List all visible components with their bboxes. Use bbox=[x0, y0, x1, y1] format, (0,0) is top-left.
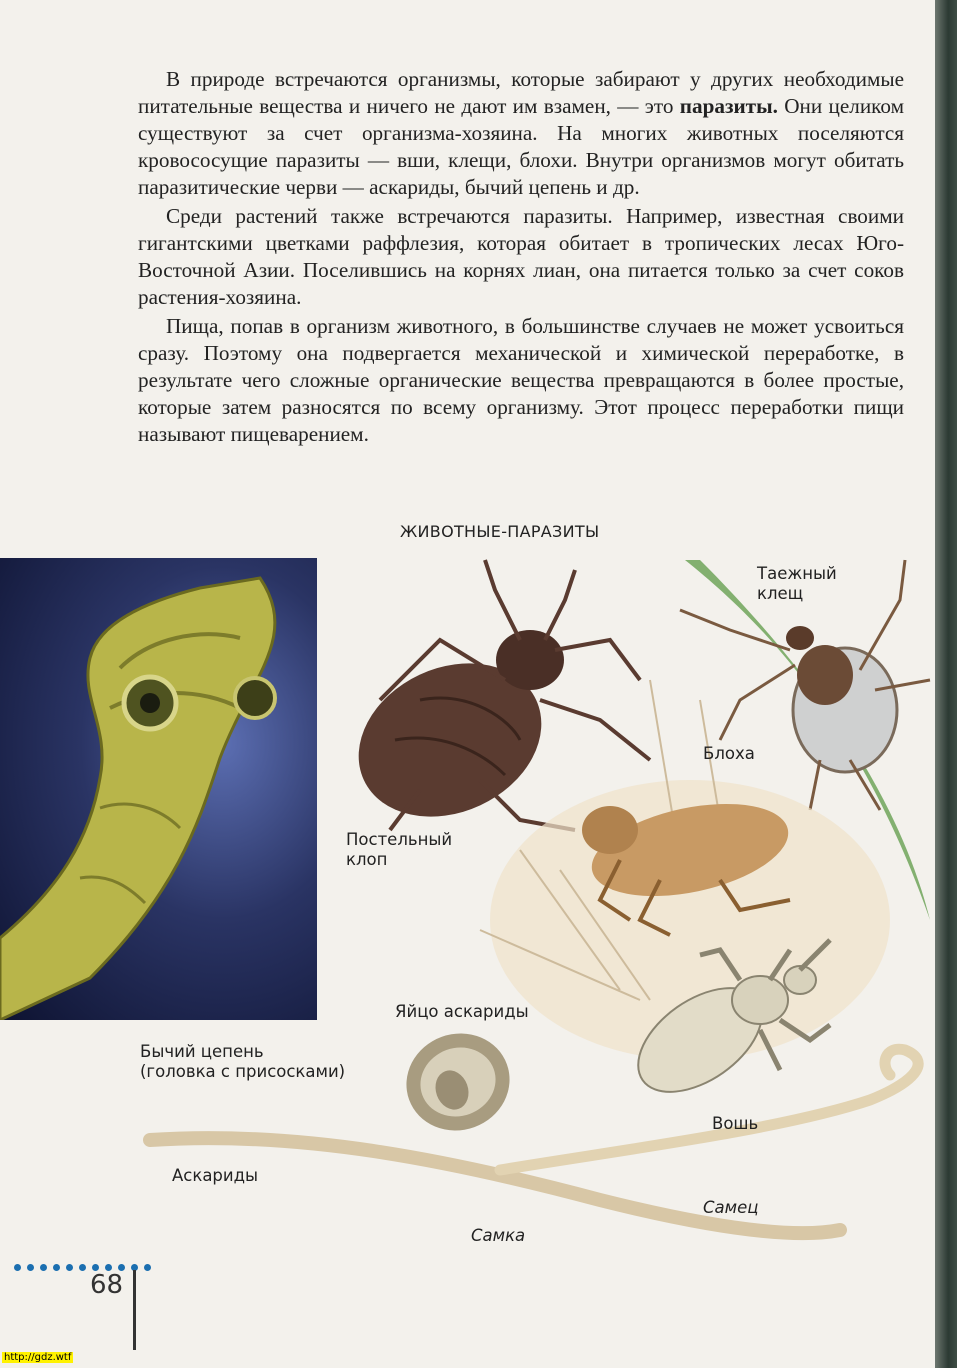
figure-title: ЖИВОТНЫЕ-ПАРАЗИТЫ bbox=[400, 522, 600, 541]
label-male: Самец bbox=[703, 1198, 759, 1217]
watermark-link[interactable]: http://gdz.wtf bbox=[4, 1352, 72, 1363]
paragraph-digestion: Пища, попав в организм животного, в большинстве случаев не может усвоиться сразу. Поэтому она подвергается механической и химической переработке, в результате чего сложные органические вещества превращаются в более простые, которые затем разносятся по всему организму. Этот процесс переработки пищи называют пищеварением. bbox=[138, 314, 904, 446]
label-tick: Таежный клещ bbox=[757, 564, 837, 603]
term-parasites: паразиты. bbox=[679, 94, 778, 118]
label-louse: Вошь bbox=[712, 1114, 759, 1133]
paragraph-1-start: В природе встречаются организмы, которые забирают у других необходимые питательные вещества и ничего не дают им взамен, — это bbox=[138, 67, 904, 118]
paragraph-1-end: Они целиком существуют за счет организма-хозяина. На многих животных поселяются кровососущие паразиты — вши, клещи, блохи. Внутри организмов могут обитать паразитические черви — аскариды, бычий цепень и др. bbox=[138, 94, 904, 199]
page-number-rule bbox=[133, 1270, 136, 1350]
label-female: Самка bbox=[471, 1226, 526, 1245]
label-flea: Блоха bbox=[703, 744, 755, 763]
roundworm-egg-icon bbox=[393, 1019, 524, 1145]
label-bedbug: Постельный клоп bbox=[346, 830, 453, 869]
page-number: 68 bbox=[90, 1270, 124, 1300]
paragraph-plant-parasites: Среди растений также встречаются паразиты. Например, известная своими гигантскими цветками раффлезия, которая обитает в тропических лесах Юго-Восточной Азии. Поселившись на корнях лиан, она питается только за счет соков растения-хозяина. bbox=[138, 204, 904, 309]
label-roundworm-egg: Яйцо аскариды bbox=[395, 1002, 529, 1021]
label-roundworms: Аскариды bbox=[172, 1166, 259, 1185]
label-tapeworm: Бычий цепень (головка с присосками) bbox=[140, 1042, 346, 1081]
